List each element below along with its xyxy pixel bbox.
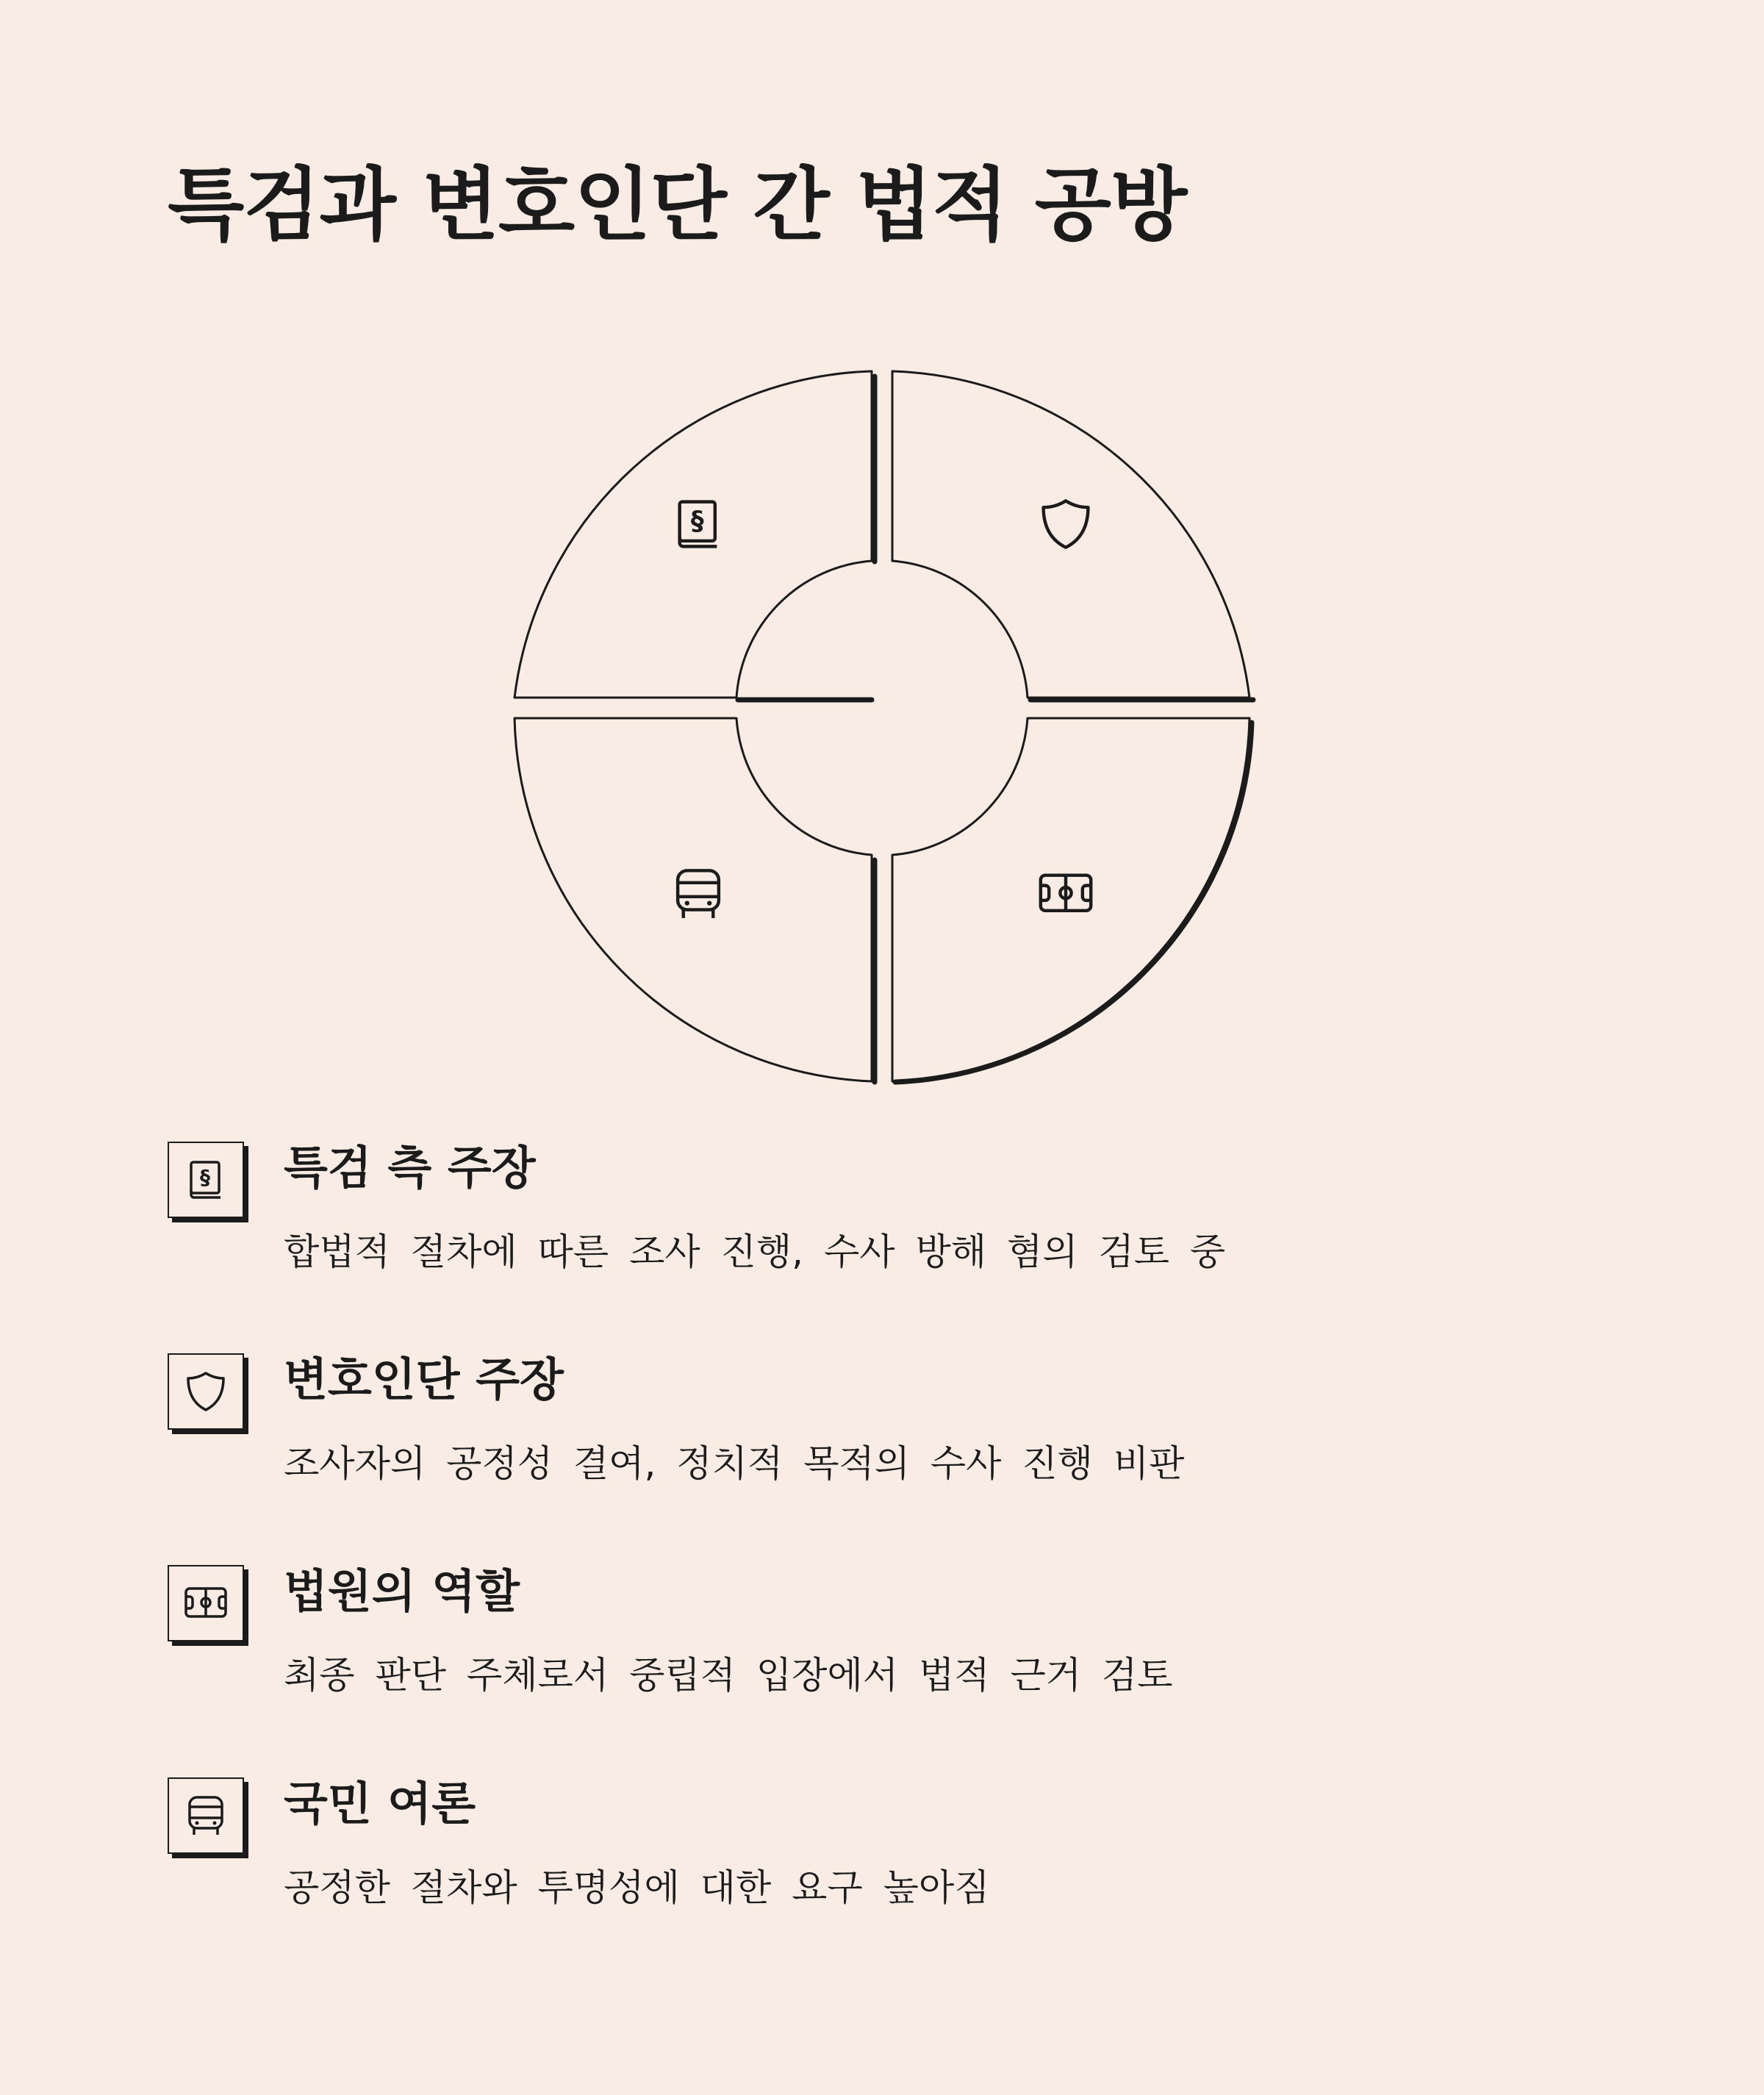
law-book-icon xyxy=(168,1142,244,1218)
bus-icon xyxy=(168,1777,244,1854)
list-item xyxy=(168,1777,1564,1954)
shield-icon xyxy=(168,1353,244,1430)
field-icon xyxy=(168,1565,244,1641)
segment-bottom-left xyxy=(514,718,872,1081)
item-title: 특검 측 주장 xyxy=(284,1141,536,1195)
item-description: 공정한 절차와 투명성에 대한 요구 높아짐 xyxy=(284,1866,990,1909)
item-description: 조사자의 공정성 결여, 정치적 목적의 수사 진행 비판 xyxy=(284,1442,1185,1485)
item-description: 합법적 절차에 따른 조사 진행, 수사 방해 혐의 검토 중 xyxy=(284,1231,1226,1273)
item-title: 국민 여론 xyxy=(284,1777,476,1830)
list-item xyxy=(168,1142,1564,1318)
page-title: 특검과 변호인단 간 법적 공방 xyxy=(168,160,1187,251)
item-title: 변호인단 주장 xyxy=(284,1353,564,1406)
item-description: 최종 판단 주체로서 중립적 입장에서 법적 근거 검토 xyxy=(284,1654,1173,1697)
segment-top-right xyxy=(892,371,1250,698)
list-item xyxy=(168,1565,1564,1741)
item-title: 법원의 역할 xyxy=(284,1564,520,1618)
list-item xyxy=(168,1353,1564,1530)
